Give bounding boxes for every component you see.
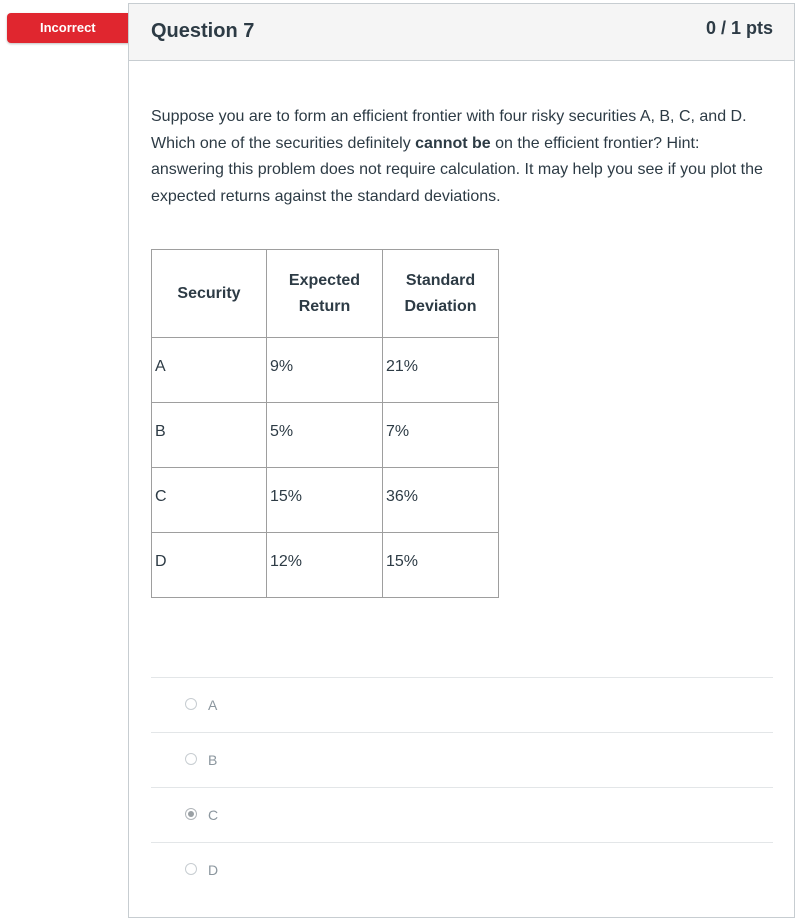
question-card xyxy=(128,3,795,918)
securities-table xyxy=(151,249,499,598)
cell-expected-return: 15% xyxy=(267,468,383,533)
table-row xyxy=(152,468,499,533)
question-text-part1: Suppose you are to form an efficient frontier with four risky securities A, B, C, and D. Which one of the securities definitely xyxy=(151,108,747,152)
answer-list xyxy=(151,677,773,897)
question-text xyxy=(151,104,776,210)
table-row xyxy=(152,533,499,598)
table-row xyxy=(152,338,499,403)
answer-option-a[interactable] xyxy=(151,677,773,732)
cell-expected-return: 5% xyxy=(267,403,383,468)
answer-label: A xyxy=(208,697,218,713)
table-row xyxy=(152,403,499,468)
cell-std-dev: 36% xyxy=(383,468,499,533)
header-expected-line1: Expected xyxy=(288,271,361,289)
header-std-line2: Deviation xyxy=(404,297,477,315)
question-title: Question 7 xyxy=(151,20,255,42)
question-text-bold: cannot be xyxy=(415,134,491,152)
radio-button[interactable] xyxy=(185,698,197,710)
cell-security: A xyxy=(152,338,267,403)
header-security xyxy=(152,250,267,338)
incorrect-status-flag xyxy=(7,13,134,43)
answer-option-d[interactable] xyxy=(151,842,773,897)
radio-button-selected[interactable] xyxy=(185,808,197,820)
header-expected-return xyxy=(267,250,383,338)
question-text-part2: on the efficient frontier? Hint: answering this problem does not require calculation. It may help you see if you plot the expected returns against the standard deviations. xyxy=(151,134,763,205)
cell-std-dev: 7% xyxy=(383,403,499,468)
cell-security: B xyxy=(152,403,267,468)
status-label: Incorrect xyxy=(40,20,96,35)
header-std-line1: Standard xyxy=(405,271,476,289)
cell-expected-return: 12% xyxy=(267,533,383,598)
cell-std-dev: 15% xyxy=(383,533,499,598)
radio-button[interactable] xyxy=(185,863,197,875)
question-header xyxy=(129,4,794,61)
header-expected-line2: Return xyxy=(298,297,351,315)
cell-expected-return: 9% xyxy=(267,338,383,403)
question-points: 0 / 1 pts xyxy=(705,18,773,38)
answer-label: B xyxy=(208,752,218,768)
answer-label: D xyxy=(208,862,219,878)
radio-button[interactable] xyxy=(185,753,197,765)
cell-security: D xyxy=(152,533,267,598)
header-security-label: Security xyxy=(177,284,241,302)
answer-option-b[interactable] xyxy=(151,732,773,787)
header-standard-deviation xyxy=(383,250,499,338)
cell-security: C xyxy=(152,468,267,533)
answer-label: C xyxy=(208,807,219,823)
cell-std-dev: 21% xyxy=(383,338,499,403)
table-header-row xyxy=(152,250,499,338)
answer-option-c[interactable] xyxy=(151,787,773,842)
